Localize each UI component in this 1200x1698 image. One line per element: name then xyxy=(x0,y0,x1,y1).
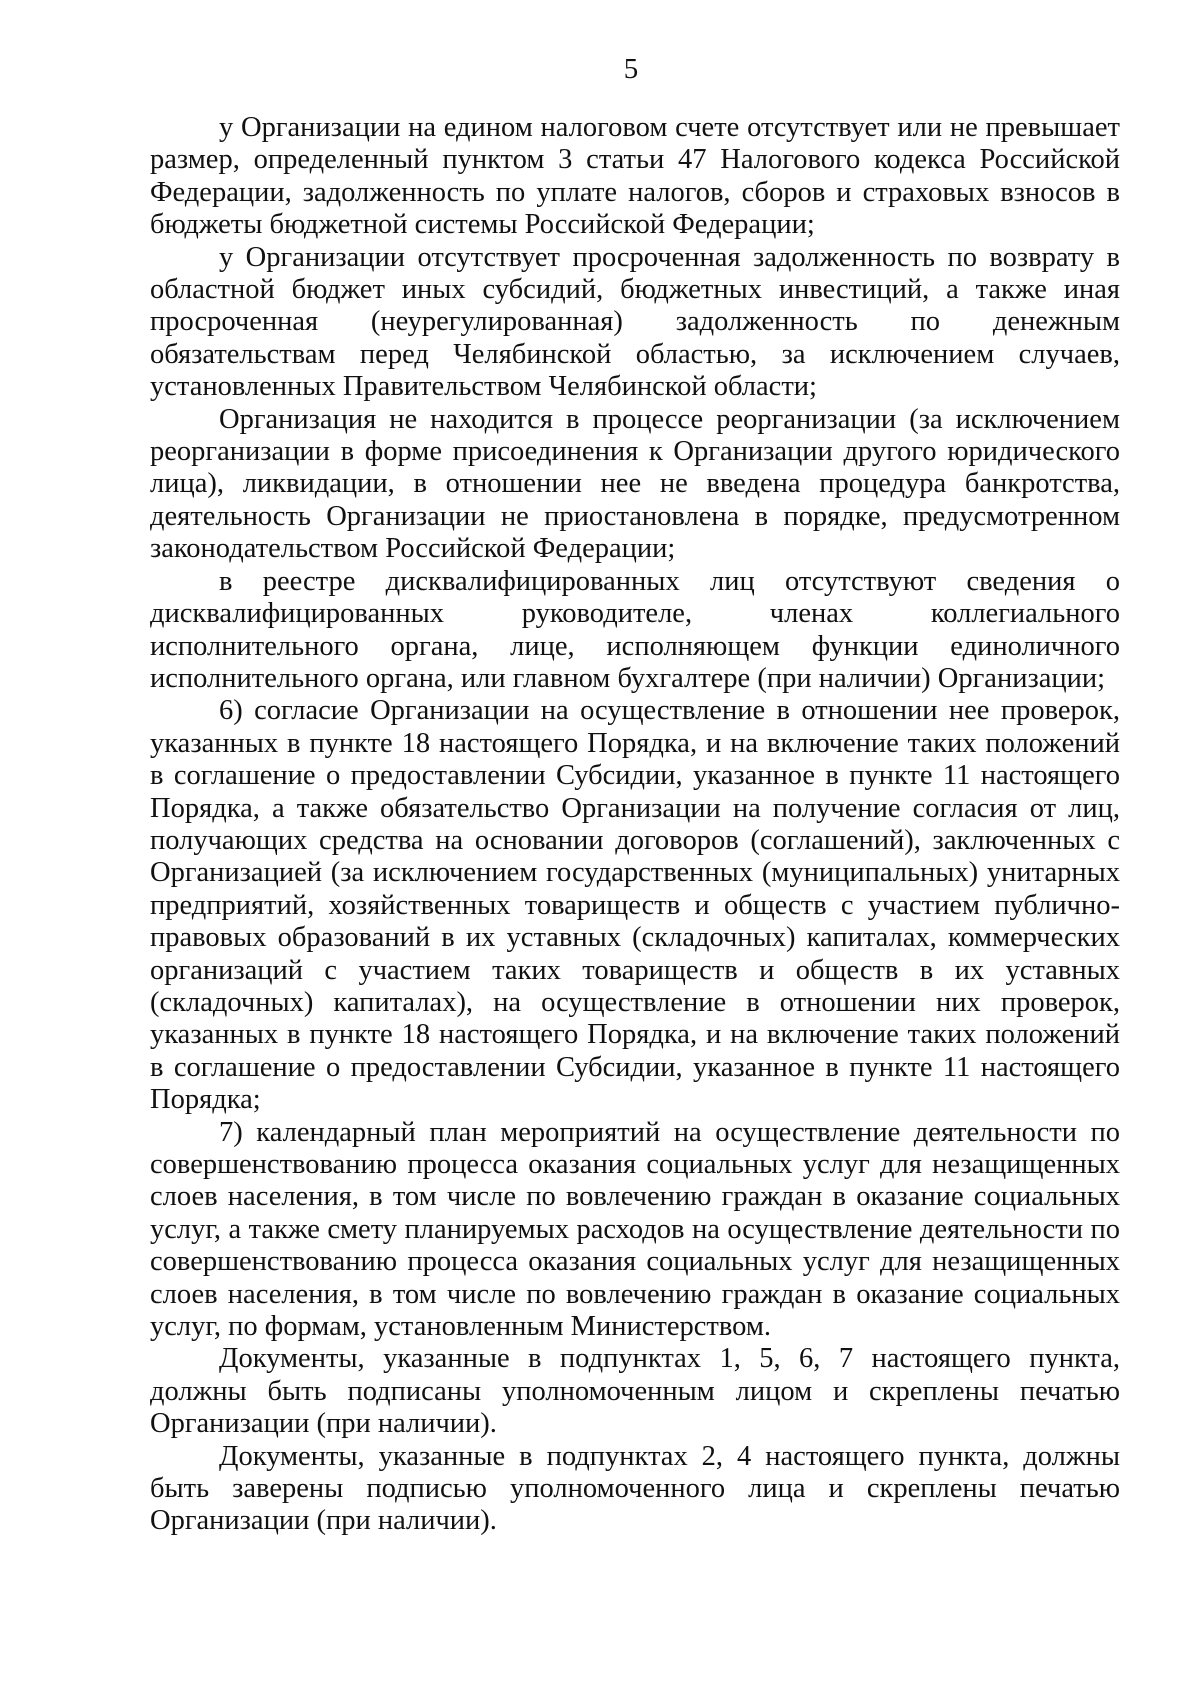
paragraph-tax-debt: у Организации на едином налоговом счете отсутствует или не превышает размер, определенный пунктом 3 статьи 47 Налогового кодекса Российской Федерации, задолженность по уплате налогов, сборов и страховых взносов в бюджеты бюджетной системы Российской Федерации; xyxy=(150,112,1120,241)
paragraph-item-6-consent: 6) согласие Организации на осуществление в отношении нее проверок, указанных в пункте 18 настоящего Порядка, и на включение таких положений в соглашение о предоставлении Субсидии, указанное в пункте 11 настоящего Порядка, а также обязательство Организации на получение согласия от лиц, получающих средства на основании договоров (соглашений), заключенных с Организацией (за исключением государственных (муниципальных) унитарных предприятий, хозяйственных товариществ и обществ с участием публично-правовых образований в их уставных (складочных) капиталах, коммерческих организаций с участием таких товариществ и обществ в их уставных (складочных) капиталах), на осуществление в отношении них проверок, указанных в пункте 18 настоящего Порядка, и на включение таких положений в соглашение о предоставлении Субсидии, указанное в пункте 11 настоящего Порядка; xyxy=(150,695,1120,1116)
paragraph-documents-signed: Документы, указанные в подпунктах 1, 5, 6, 7 настоящего пункта, должны быть подписаны уполномоченным лицом и скреплены печатью Организации (при наличии). xyxy=(150,1343,1120,1440)
document-body xyxy=(150,112,1120,1538)
paragraph-overdue-debt: у Организации отсутствует просроченная задолженность по возврату в областной бюджет иных субсидий, бюджетных инвестиций, а также иная просроченная (неурегулированная) задолженность по денежным обязательствам перед Челябинской областью, за исключением случаев, установленных Правительством Челябинской области; xyxy=(150,241,1120,403)
paragraph-item-7-calendar-plan: 7) календарный план мероприятий на осуществление деятельности по совершенствованию процесса оказания социальных услуг для незащищенных слоев населения, в том числе по вовлечению граждан в оказание социальных услуг, а также смету планируемых расходов на осуществление деятельности по совершенствованию процесса оказания социальных услуг для незащищенных слоев населения, в том числе по вовлечению граждан в оказание социальных услуг, по формам, установленным Министерством. xyxy=(150,1116,1120,1343)
paragraph-reorganization: Организация не находится в процессе реорганизации (за исключением реорганизации в форме присоединения к Организации другого юридического лица), ликвидации, в отношении нее не введена процедура банкротства, деятельность Организации не приостановлена в порядке, предусмотренном законодательством Российской Федерации; xyxy=(150,403,1120,565)
paragraph-disqualified-registry: в реестре дисквалифицированных лиц отсутствуют сведения о дисквалифицированных руководителе, членах коллегиального исполнительного органа, лице, исполняющем функции единоличного исполнительного органа, или главном бухгалтере (при наличии) Организации; xyxy=(150,565,1120,694)
paragraph-documents-certified: Документы, указанные в подпунктах 2, 4 настоящего пункта, должны быть заверены подписью уполномоченного лица и скреплены печатью Организации (при наличии). xyxy=(150,1440,1120,1537)
page-number: 5 xyxy=(623,53,639,85)
